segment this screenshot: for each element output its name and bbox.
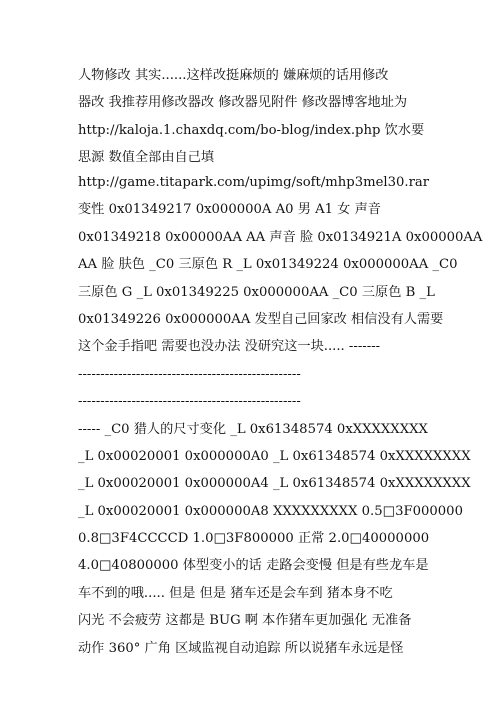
text-line: 人物修改 其实......这样改挺麻烦的 嫌麻烦的话用修改 [78, 68, 389, 83]
text-line: http://game.titapark.com/upimg/soft/mhp3mel30.rar [78, 175, 430, 190]
text-line: 变性 0x01349217 0x000000A A0 男 A1 女 声音 [78, 202, 381, 218]
text-line: 动作 360° 广角 区域监视自动追踪 所以说猪车永远是怪 [78, 640, 404, 656]
paragraph-codes [78, 169, 483, 662]
text-line: 4.0□40800000 体型变小的话 走路会变慢 但是有些龙车是 [78, 558, 429, 574]
text-line: _L 0x00020001 0x000000A4 _L 0x61348574 0xXXXXXXXX [78, 476, 471, 492]
text-line: -------------------------------------------------- [78, 394, 301, 410]
text-line: -------------------------------------------------- [78, 366, 301, 382]
text-line: 闪光 不会疲劳 这都是 BUG 啊 本作猪车更加强化 无准备 [78, 613, 412, 629]
paragraph-intro [78, 62, 428, 172]
text-line: ----- _C0 猎人的尺寸变化 _L 0x61348574 0xXXXXXXXX [78, 421, 428, 437]
text-line: 车不到的哦..... 但是 但是 猪车还是会车到 猪本身不吃 [78, 585, 393, 601]
text-line: 0.8□3F4CCCCD 1.0□3F800000 正常 2.0□40000000 [78, 531, 430, 547]
text-line: 三原色 G _L 0x01349225 0x000000AA _C0 三原色 B _L [78, 284, 435, 300]
text-line: _L 0x00020001 0x000000A8 XXXXXXXXX 0.5□3F000000 [78, 503, 463, 519]
text-line: http://kaloja.1.chaxdq.com/bo-blog/index.php 饮水要 [78, 122, 425, 138]
text-line: AA 脸 肤色 _C0 三原色 R _L 0x01349224 0x000000AA _C0 [78, 257, 458, 273]
text-line: 器改 我推荐用修改器改 修改器见附件 修改器博客地址为 [78, 95, 408, 111]
text-line: 思源 数值全部由自己填 [78, 150, 215, 166]
text-line: _L 0x00020001 0x000000A0 _L 0x61348574 0xXXXXXXXX [78, 448, 471, 464]
text-line: 这个金手指吧 需要也没办法 没研究这一块..... ------- [78, 339, 381, 355]
text-line: 0x01349218 0x00000AA AA 声音 脸 0x0134921A 0x00000AA [78, 229, 483, 245]
text-line: 0x01349226 0x000000AA 发型自己回家改 相信没有人需要 [78, 311, 444, 327]
